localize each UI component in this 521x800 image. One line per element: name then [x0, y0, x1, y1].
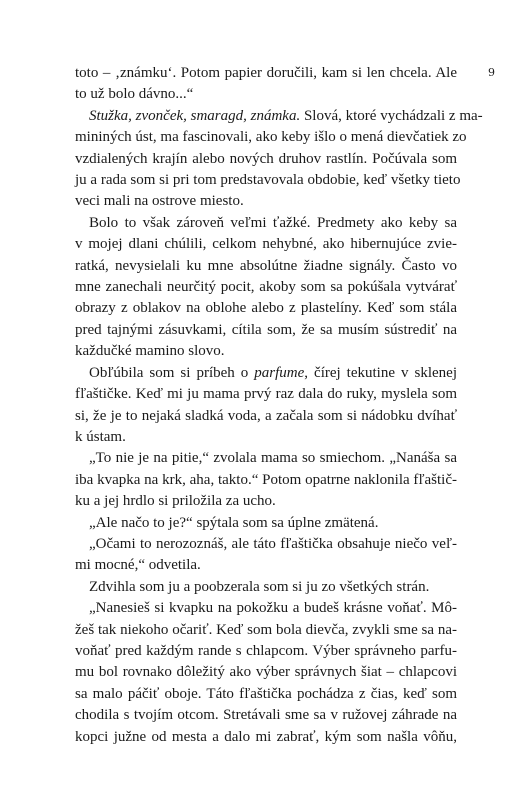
text-fragment: , čírej tekutine v sklenej	[304, 364, 458, 381]
text-line: veci mali na ostrove miesto.	[75, 193, 244, 210]
text-fragment: Obľúbila som si príbeh o	[89, 364, 255, 381]
text-line: vzdialených krajín alebo nových druhov rastlín. Počúvala som	[75, 150, 457, 167]
text-line: ratká, nevysielali ku mne absolútne žiadne signály. Často vo	[75, 257, 457, 274]
page-number: 9	[488, 66, 495, 79]
paragraph-8	[75, 577, 457, 598]
text-line: obrazy z oblakov na oblohe alebo z plastelíny. Keď som stála	[75, 300, 457, 317]
paragraph-2	[75, 106, 483, 213]
paragraph-1	[75, 63, 457, 106]
body-text	[75, 63, 483, 748]
text-line: fľaštičke. Keď mi ju mama prvý raz dala do ruky, myslela som	[75, 386, 457, 403]
italic-phrase: Stužka, zvonček, smaragd, známka.	[89, 107, 301, 124]
text-line: „Nanesieš si kvapku na pokožku a budeš krásne voňať. Mô-	[89, 600, 457, 617]
text-line: „Očami to nerozoznáš, ale táto fľaštička obsahuje niečo veľ-	[89, 535, 457, 552]
text-line: každučké mamino slovo.	[75, 343, 225, 360]
text-line: Zdvihla som ju a poobzerala som si ju zo všetkých strán.	[89, 578, 430, 595]
text-line: kopci južne od mesta a dalo mi zabrať, kým som našla vôňu,	[75, 728, 457, 745]
text-line: k ústam.	[75, 428, 126, 445]
text-line: žeš tak niekoho očariť. Keď som bola dievča, zvykli sme sa na-	[75, 621, 457, 638]
text-line: iba kvapka na krk, aha, takto.“ Potom opatrne naklonila fľaštič-	[75, 471, 457, 488]
text-line	[75, 363, 457, 384]
text-line: mininých úst, ma fascinovali, ako keby išlo o mená dievčatiek zo	[75, 129, 467, 146]
text-line: mi mocné,“ odvetila.	[75, 557, 201, 574]
text-line: si, že je to nejaká sladká voda, a začala som si nádobku dvíhať	[75, 407, 457, 424]
text-line	[75, 106, 483, 127]
text-line: v mojej dlani chúlili, celkom nehybné, ako hibernujúce zvie-	[75, 236, 457, 253]
text-line: ku a jej hrdlo si priložila za ucho.	[75, 493, 276, 510]
text-line: mu bol rovnako dôležitý ako výber správnych šiat – chlapcovi	[75, 664, 457, 681]
text-line: „To nie je na pitie,“ zvolala mama so smiechom. „Nanáša sa	[89, 450, 457, 467]
paragraph-3	[75, 213, 457, 363]
text-line: Bolo to však zároveň veľmi ťažké. Predmety ako keby sa	[89, 214, 457, 231]
paragraph-6	[75, 513, 457, 534]
text-line: toto – ‚známku‘. Potom papier doručili, kam si len chcela. Ale	[75, 65, 457, 81]
paragraph-9	[75, 598, 457, 748]
text-line: mne zanechali neurčitý pocit, akoby som sa pokúšala vytvárať	[75, 279, 457, 296]
italic-word: parfume	[254, 364, 305, 381]
text-line: sa malo páčiť oboje. Táto fľaštička pochádza z čias, keď som	[75, 685, 457, 702]
text-line: voňať pred každým rande s chlapcom. Výber správneho parfu-	[75, 642, 457, 659]
text-line: „Ale načo to je?“ spýtala som sa úplne zmätená.	[89, 514, 379, 531]
text-line: chodila s tvojím otcom. Stretávali sme sa v ružovej záhrade na	[75, 707, 457, 724]
paragraph-5	[75, 448, 457, 512]
paragraph-4	[75, 363, 457, 449]
paragraph-7	[75, 534, 457, 577]
text-line: to už bolo dávno...“	[75, 86, 194, 103]
text-line: pred tajnými zásuvkami, cítila som, že sa musím sústrediť na	[75, 321, 457, 338]
text-line: ju a rada som si pri tom predstavovala obdobie, keď všetky tieto	[75, 172, 461, 189]
text-fragment: Slová, ktoré vychádzali z ma-	[300, 107, 483, 124]
